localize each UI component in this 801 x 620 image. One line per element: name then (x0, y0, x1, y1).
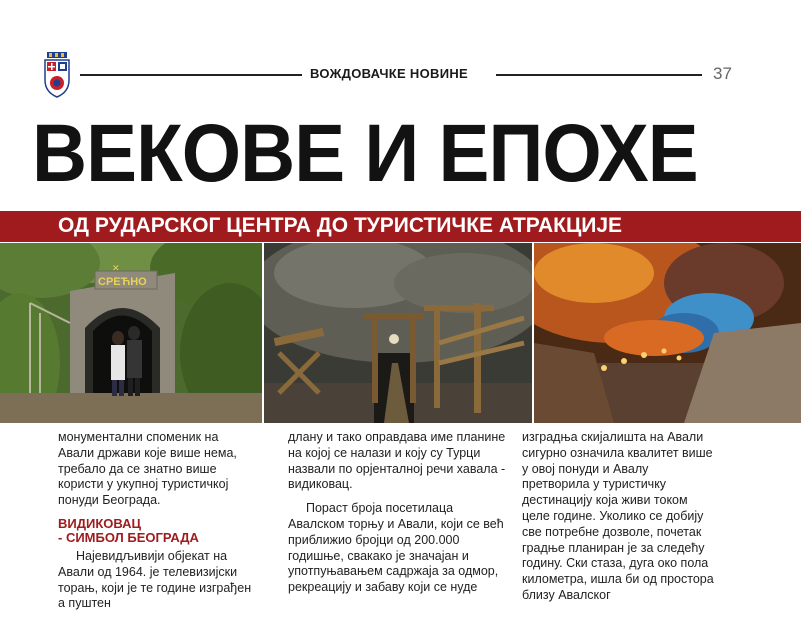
mine-sign-text: СРЕЋНО (98, 276, 147, 288)
photo-illuminated-cave (534, 243, 801, 423)
photo-mine-tunnel (264, 243, 532, 423)
subheading-line-2: - СИМБОЛ БЕОГРАДА (58, 529, 199, 545)
article-subtitle: ОД РУДАРСКОГ ЦЕНТРА ДО ТУРИСТИЧКЕ АТРАКЦИЈЕ (58, 214, 623, 237)
article-title: ВЕКОВЕ И ЕПОХЕ (32, 108, 698, 199)
newspaper-name: ВОЖДОВАЧКЕ НОВИНЕ (310, 66, 469, 81)
article-column-1 (58, 430, 256, 620)
header-rule-left (80, 74, 302, 76)
column-2-paragraph: длану и тако оправдава име планине на којој се налази и коју су Турци назвали по орјенталној речи хавала - видиковац. (288, 430, 506, 492)
column-3-paragraph: изградња скијалишта на Авали сигурно означила квалитет више у овој понуди и Авалу претворила у туристичку дестинацију која живи током целе године. Уколико се добију све потребне дозволе, почетак градње планиран је за следећу годину. Ски стаза, дуга око пола километра, ишла би од простора близу Авалског (522, 430, 714, 602)
article-column-2 (288, 430, 508, 604)
column-1-paragraph: монументални споменик на Авали држави које више нема, требало да се знатно више користи у укупној туристичкој понуди Београда. (58, 430, 237, 508)
header-rule-right (496, 74, 702, 76)
subheading-line-1: ВИДИКОВАЦ (58, 515, 142, 531)
municipality-crest-logo (44, 52, 70, 98)
page-number: 37 (713, 64, 732, 83)
svg-text:✕: ✕ (112, 263, 120, 273)
column-2-paragraph-2: Пораст броја посетилаца Авалском торњу и Авали, који се већ приближио бројци од 200.000 годишње, свакако је значајан и употпуњавањем садржаја за одмор, рекреацију и забаву који се нуде (288, 501, 504, 595)
photo-mine-entrance (0, 243, 262, 423)
column-1-paragraph-2: Најевидљивији објекат на Авали од 1964. је телевизијски торањ, који је те године изграђен а пуштен (58, 548, 252, 611)
section-subheading (58, 517, 256, 545)
article-column-3 (522, 430, 718, 612)
